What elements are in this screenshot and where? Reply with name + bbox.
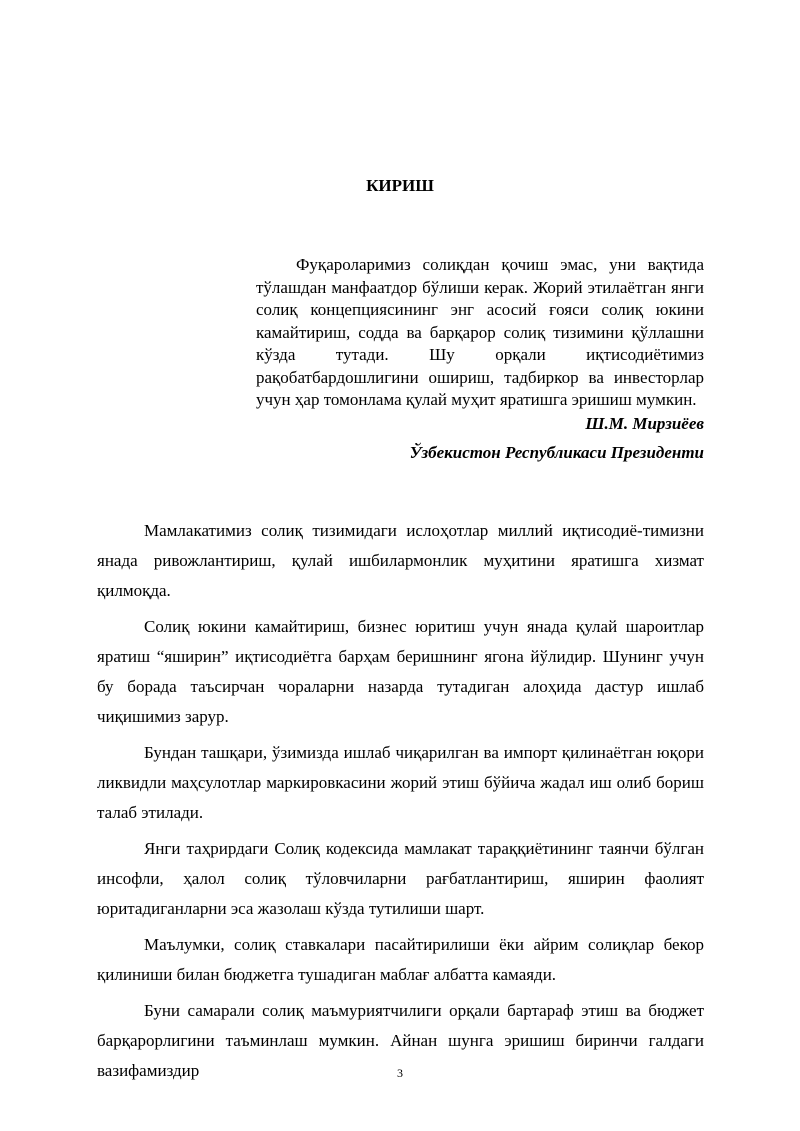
epigraph-text: Фуқароларимиз солиқдан қочиш эмас, уни вақтида тўлашдан манфаатдор бўлиши керак. Жорий этилаётган янги солиқ концепциясининг энг асосий ғояси солиқ юкини камайтириш, содда ва барқарор солиқ тизимини қўллашни кўзда тутади. Шу орқали иқтисодиётимиз рақобатбардошлигини ошириш, тадбиркор ва инвесторлар учун ҳар томонлама қулай муҳит яратишга эришиш мумкин. (256, 255, 704, 409)
epigraph-author: Ш.М. Мирзиёев (585, 413, 704, 433)
paragraph: Мамлакатимиз солиқ тизимидаги ислоҳотлар миллий иқтисодиё-тимизни янада ривожлантириш, қулай ишбилармонлик муҳитини яратишга хизмат қилмоқда. (97, 521, 704, 600)
paragraph: Маълумки, солиқ ставкалари пасайтирилиши ёки айрим солиқлар бекор қилиниши билан бюджетга тушадиган маблағ албатта камаяди. (97, 935, 704, 984)
paragraph: Янги таҳрирдаги Солиқ кодексида мамлакат тараққиётининг таянчи бўлган инсофли, ҳалол солиқ тўловчиларни рағбатлантириш, яширин фаолият юритадиганларни эса жазолаш кўзда тутилиши шарт. (97, 839, 704, 918)
paragraph: Буни самарали солиқ маъмуриятчилиги орқали бартараф этиш ва бюджет барқарорлигини таъминлаш мумкин. Айнан шунга эришиш биринчи галдаги вазифамиздир (97, 1001, 704, 1080)
paragraph: Солиқ юкини камайтириш, бизнес юритиш учун янада қулай шароитлар яратиш “яширин” иқтисодиётга барҳам беришнинг ягона йўлидир. Шунинг учун бу борада таъсирчан чораларни назарда тутадиган алоҳида дастур ишлаб чиқишимиз зарур. (97, 617, 704, 726)
paragraph: Бундан ташқари, ўзимизда ишлаб чиқарилган ва импорт қилинаётган юқори ликвидли маҳсулотлар маркировкасини жорий этиш бўйича жадал иш олиб бориш талаб этилади. (97, 743, 704, 822)
epigraph (256, 254, 704, 464)
epigraph-author-title: Ўзбекистон Республикаси Президенти (409, 442, 704, 462)
body-text (97, 516, 704, 1092)
page-title: КИРИШ (366, 176, 434, 195)
page-number: 3 (397, 1066, 403, 1080)
